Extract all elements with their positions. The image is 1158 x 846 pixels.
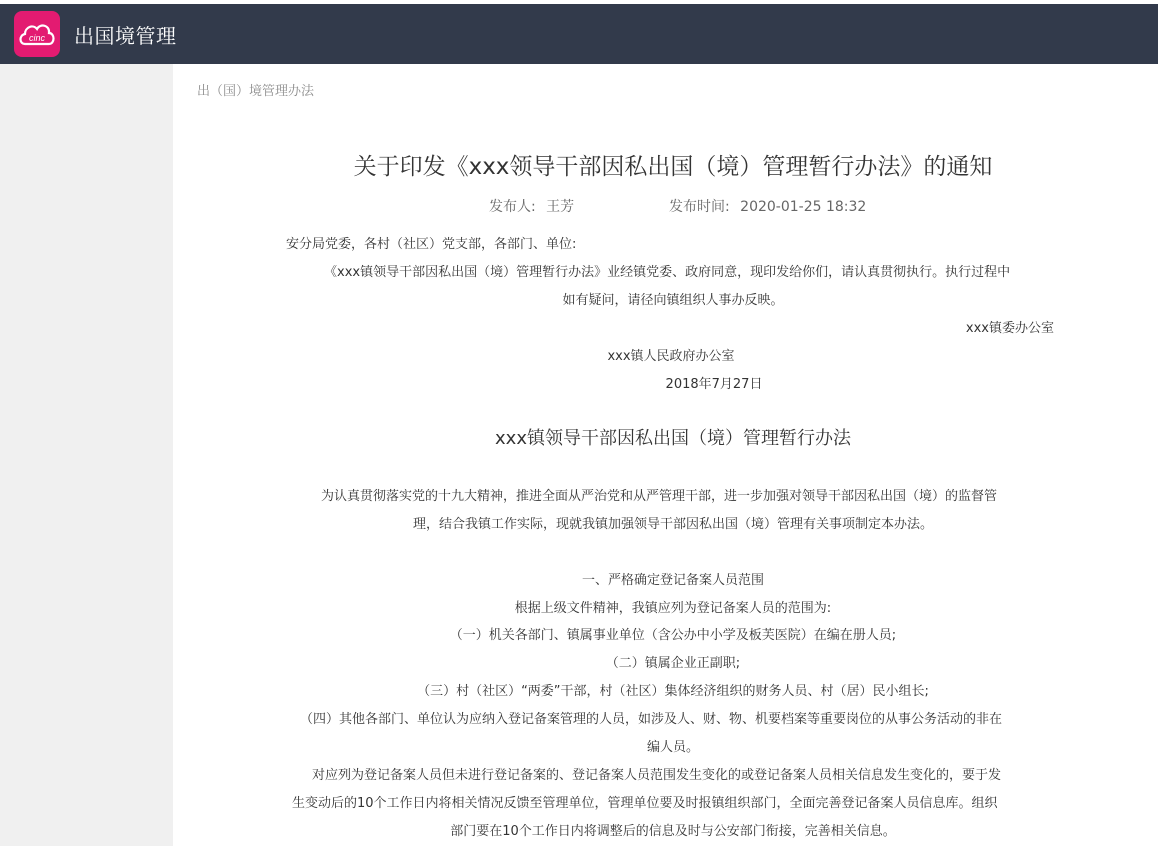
publish-time: 2020-01-25 18:32 [740,199,867,215]
publish-time-label: 发布时间: [669,199,730,215]
paragraph-line: 为认真贯彻落实党的十九大精神，推进全面从严治党和从严管理干部，进一步加强对领导干部因私出国（境）的监督管 [321,489,998,504]
document-title: xxx镇领导干部因私出国（境）管理暂行办法 [495,428,851,449]
list-item: （二）镇属企业正副职; [605,656,741,671]
app-title: 出国境管理 [74,23,177,48]
list-item: 编人员。 [646,740,699,755]
list-item: （四）其他各部门、单位认为应纳入登记备案管理的人员，如涉及人、财、物、机要档案等重要岗位的从事公务活动的非在 [300,712,1003,727]
signature-government: xxx镇人民政府办公室 [607,349,735,364]
document-date: 2018年7月27日 [665,377,763,392]
cloud-logo-icon[interactable] [14,11,60,57]
list-item: （一）机关各部门、镇属事业单位（含公办中小学及板芙医院）在编在册人员; [449,628,897,643]
svg-text:cinc: cinc [28,33,46,43]
list-item: （三）村（社区）“两委”干部，村（社区）集体经济组织的财务人员、村（居）民小组长; [417,684,929,699]
paragraph-line: 根据上级文件精神，我镇应列为登记备案人员的范围为: [514,601,832,616]
paragraph-line: 理，结合我镇工作实际，现就我镇加强领导干部因私出国（境）管理有关事项制定本办法。 [412,517,933,532]
breadcrumb[interactable]: 出（国）境管理办法 [197,84,315,99]
paragraph-line: 《xxx镇领导干部因私出国（境）管理暂行办法》业经镇党委、政府同意，现印发给你们，请认真贯彻执行。执行过程中 [324,265,1011,280]
salutation: 安分局党委，各村（社区）党支部，各部门、单位: [286,237,577,252]
publish-time-meta [669,196,866,216]
paragraph-line: 生变动后的10个工作日内将相关情况反馈至管理单位，管理单位要及时报镇组织部门，全面完善登记备案人员信息库。组织 [292,796,998,811]
publisher-meta [489,196,574,216]
paragraph-line: 如有疑问，请径向镇组织人事办反映。 [562,293,784,308]
paragraph-line: 对应列为登记备案人员但未进行登记备案的、登记备案人员范围发生变化的或登记备案人员相关信息发生变化的，要于发 [312,768,1002,783]
section-heading: 一、严格确定登记备案人员范围 [581,573,764,588]
main-content [173,64,1158,846]
app-header [0,4,1158,64]
article-title: 关于印发《xxx领导干部因私出国（境）管理暂行办法》的通知 [353,154,993,180]
publisher-name: 王芳 [546,199,575,215]
publisher-label: 发布人: [489,199,536,215]
signature-office: xxx镇委办公室 [965,321,1054,336]
sidebar [0,64,173,846]
paragraph-line: 部门要在10个工作日内将调整后的信息及时与公安部门衔接，完善相关信息。 [450,824,896,839]
